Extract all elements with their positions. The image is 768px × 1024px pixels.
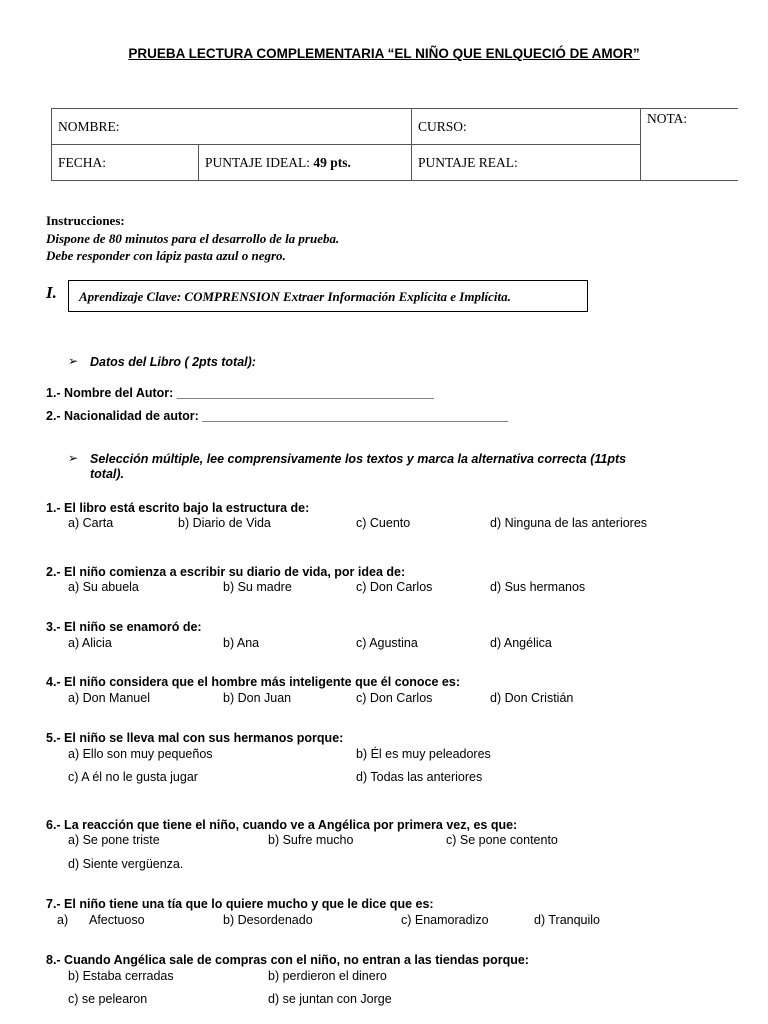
header-table xyxy=(51,108,738,181)
autor-question[interactable]: 1.- Nombre del Autor: _____________________________________ xyxy=(46,386,435,400)
option-7c[interactable]: c) Enamoradizo xyxy=(401,913,489,927)
option-6a[interactable]: a) Se pone triste xyxy=(68,833,160,847)
learning-objective-box xyxy=(68,280,588,312)
puntaje-real-field[interactable]: PUNTAJE REAL: xyxy=(412,145,641,181)
option-6b[interactable]: b) Sufre mucho xyxy=(268,833,354,847)
option-3c[interactable]: c) Agustina xyxy=(356,636,418,650)
arrow-bullet-icon: ➢ xyxy=(68,451,79,465)
puntaje-ideal-value: 49 pts. xyxy=(313,154,351,170)
question-8: 8.- Cuando Angélica sale de compras con el niño, no entran a las tiendas porque: xyxy=(46,953,529,967)
option-2a[interactable]: a) Su abuela xyxy=(68,580,139,594)
option-5c[interactable]: c) A él no le gusta jugar xyxy=(68,770,198,784)
option-3b[interactable]: b) Ana xyxy=(223,636,260,650)
datos-heading: Datos del Libro ( 2pts total): xyxy=(90,355,256,369)
question-3: 3.- El niño se enamoró de: xyxy=(46,620,202,634)
section-numeral: I. xyxy=(46,283,57,302)
option-8b[interactable]: b) perdieron el dinero xyxy=(268,969,387,983)
puntaje-ideal-label: PUNTAJE IDEAL: xyxy=(205,154,314,170)
option-5d[interactable]: d) Todas las anteriores xyxy=(356,770,483,784)
option-7a-marker[interactable]: a) xyxy=(57,913,69,927)
option-3a[interactable]: a) Alicia xyxy=(68,636,112,650)
option-8c[interactable]: c) se pelearon xyxy=(68,992,148,1006)
nota-field[interactable]: NOTA: xyxy=(641,109,739,181)
option-2c[interactable]: c) Don Carlos xyxy=(356,580,433,594)
puntaje-ideal-field xyxy=(199,145,412,181)
option-1d[interactable]: d) Ninguna de las anteriores xyxy=(490,516,648,530)
option-1c[interactable]: c) Cuento xyxy=(356,516,411,530)
instructions-line-2: Debe responder con lápiz pasta azul o negro. xyxy=(46,248,286,263)
question-2: 2.- El niño comienza a escribir su diario de vida, por idea de: xyxy=(46,565,406,579)
option-2b[interactable]: b) Su madre xyxy=(223,580,292,594)
option-5a[interactable]: a) Ello son muy pequeños xyxy=(68,747,213,761)
option-1b[interactable]: b) Diario de Vida xyxy=(178,516,271,530)
option-7a[interactable]: Afectuoso xyxy=(89,913,145,927)
page-title: PRUEBA LECTURA COMPLEMENTARIA “EL NIÑO QUE ENLQUECIÓ DE AMOR” xyxy=(128,46,640,61)
instructions-line-1: Dispone de 80 minutos para el desarrollo de la prueba. xyxy=(46,231,340,246)
nacionalidad-question[interactable]: 2.- Nacionalidad de autor: ____________________________________________ xyxy=(46,409,509,423)
option-8a[interactable]: b) Estaba cerradas xyxy=(68,969,174,983)
question-5: 5.- El niño se lleva mal con sus hermanos porque: xyxy=(46,731,344,745)
curso-field[interactable]: CURSO: xyxy=(412,109,641,145)
learning-objective-text: Aprendizaje Clave: COMPRENSION Extraer Información Explícita e Implícita. xyxy=(79,289,511,304)
option-5b[interactable]: b) Él es muy peleadores xyxy=(356,747,491,761)
seleccion-heading-line-1: Selección múltiple, lee comprensivamente los textos y marca la alternativa correcta (11pts xyxy=(90,452,627,466)
option-6c[interactable]: c) Se pone contento xyxy=(446,833,558,847)
option-4b[interactable]: b) Don Juan xyxy=(223,691,292,705)
instructions-heading: Instrucciones: xyxy=(46,213,125,228)
option-3d[interactable]: d) Angélica xyxy=(490,636,552,650)
question-1: 1.- El libro está escrito bajo la estructura de: xyxy=(46,501,310,515)
option-6d[interactable]: d) Siente vergüenza. xyxy=(68,857,184,871)
option-2d[interactable]: d) Sus hermanos xyxy=(490,580,586,594)
option-4c[interactable]: c) Don Carlos xyxy=(356,691,433,705)
option-7d[interactable]: d) Tranquilo xyxy=(534,913,601,927)
arrow-bullet-icon: ➢ xyxy=(68,354,79,368)
nombre-field[interactable]: NOMBRE: xyxy=(52,109,412,145)
question-6: 6.- La reacción que tiene el niño, cuando ve a Angélica por primera vez, es que: xyxy=(46,818,518,832)
question-7: 7.- El niño tiene una tía que lo quiere mucho y que le dice que es: xyxy=(46,897,434,911)
question-4: 4.- El niño considera que el hombre más inteligente que él conoce es: xyxy=(46,675,460,689)
fecha-field[interactable]: FECHA: xyxy=(52,145,199,181)
option-1a[interactable]: a) Carta xyxy=(68,516,114,530)
option-4d[interactable]: d) Don Cristián xyxy=(490,691,574,705)
option-7b[interactable]: b) Desordenado xyxy=(223,913,313,927)
option-8d[interactable]: d) se juntan con Jorge xyxy=(268,992,392,1006)
option-4a[interactable]: a) Don Manuel xyxy=(68,691,150,705)
seleccion-heading-line-2: total). xyxy=(90,467,125,481)
